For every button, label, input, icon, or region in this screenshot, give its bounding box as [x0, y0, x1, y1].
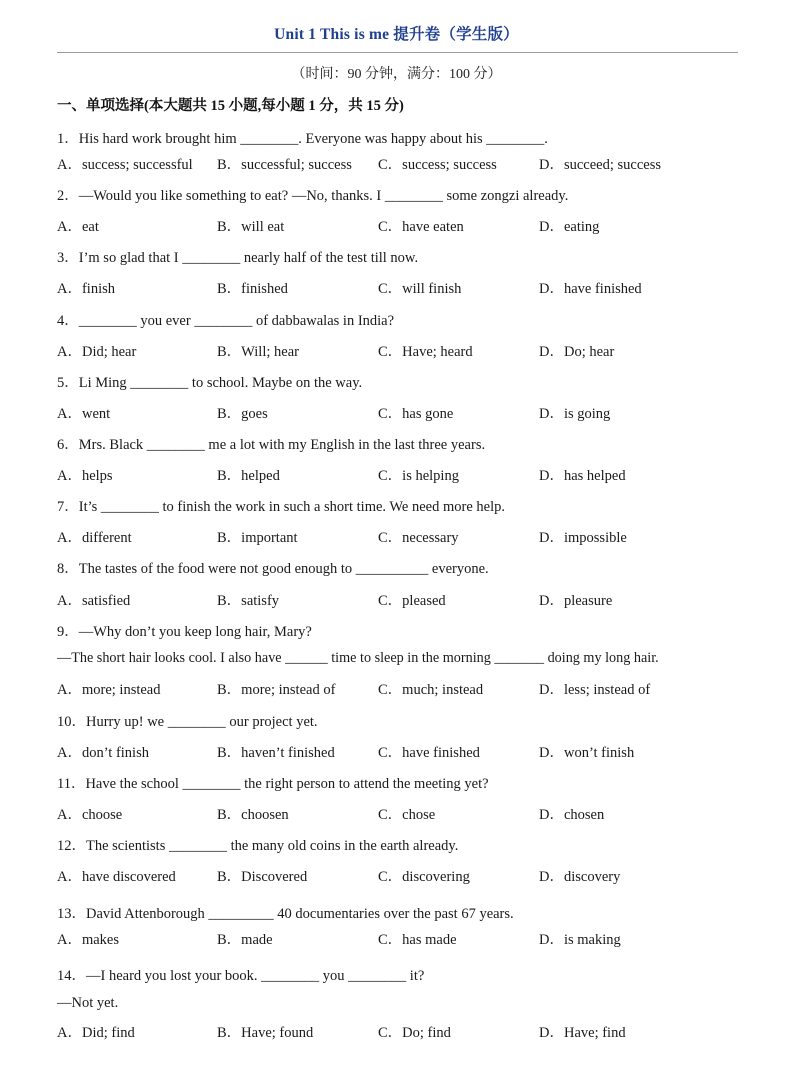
- option-b: B．satisfy: [217, 593, 280, 609]
- option-a: A．different: [57, 530, 132, 546]
- option-a: A．finish: [57, 281, 115, 297]
- option-c: C．success; success: [378, 157, 497, 173]
- option-b: B．haven’t finished: [217, 745, 335, 761]
- option-a: A．don’t finish: [57, 745, 149, 761]
- option-d: D．won’t finish: [539, 745, 635, 761]
- option-d: D．chosen: [539, 807, 605, 823]
- option-b: B．important: [217, 530, 298, 546]
- question-stem: 12．The scientists ________ the many old coins in the earth already.: [57, 838, 459, 854]
- option-c: C．has made: [378, 932, 457, 948]
- section-heading: 一、单项选择(本大题共 15 小题,每小题 1 分，共 15 分): [57, 98, 404, 114]
- option-c: C．pleased: [378, 593, 446, 609]
- option-c: C．Have; heard: [378, 344, 473, 360]
- option-c: C．much; instead: [378, 682, 484, 698]
- option-b: B．choosen: [217, 807, 289, 823]
- option-c: C．chose: [378, 807, 436, 823]
- option-b: B．Discovered: [217, 869, 308, 885]
- exam-time-info: （时间：90 分钟，满分：100 分）: [291, 67, 502, 82]
- question-stem: 4．________ you ever ________ of dabbawalas in India?: [57, 313, 395, 329]
- option-a: A．Did; hear: [57, 344, 137, 360]
- option-b: B．finished: [217, 281, 288, 297]
- option-a: A．Did; find: [57, 1025, 135, 1041]
- option-d: D．Do; hear: [539, 344, 615, 360]
- option-d: D．pleasure: [539, 593, 613, 609]
- question-stem: 5．Li Ming ________ to school. Maybe on the way.: [57, 375, 363, 391]
- option-d: D．eating: [539, 219, 600, 235]
- question-stem: 7．It’s ________ to finish the work in such a short time. We need more help.: [57, 499, 505, 515]
- option-d: D．is going: [539, 406, 611, 422]
- option-a: A．went: [57, 406, 111, 422]
- option-c: C．discovering: [378, 869, 470, 885]
- question-stem-continued: —Not yet.: [57, 995, 119, 1011]
- option-b: B．helped: [217, 468, 280, 484]
- question-stem: 14．—I heard you lost your book. ________ you ________ it?: [57, 968, 425, 984]
- header-divider: [57, 52, 738, 53]
- option-c: C．have finished: [378, 745, 480, 761]
- option-c: C．necessary: [378, 530, 459, 546]
- option-a: A．have discovered: [57, 869, 176, 885]
- option-a: A．helps: [57, 468, 113, 484]
- option-b: B．made: [217, 932, 273, 948]
- option-c: C．have eaten: [378, 219, 464, 235]
- question-stem-continued: —The short hair looks cool. I also have ______ time to sleep in the morning _______ doing my long hair.: [57, 650, 659, 666]
- option-d: D．less; instead of: [539, 682, 651, 698]
- question-stem: 6．Mrs. Black ________ me a lot with my English in the last three years.: [57, 437, 486, 453]
- question-stem: 1．His hard work brought him ________. Everyone was happy about his ________.: [57, 131, 548, 147]
- option-c: C．Do; find: [378, 1025, 451, 1041]
- option-d: D．is making: [539, 932, 621, 948]
- option-d: D．Have; find: [539, 1025, 626, 1041]
- question-stem: 10．Hurry up! we ________ our project yet.: [57, 714, 318, 730]
- option-c: C．will finish: [378, 281, 462, 297]
- option-b: B．successful; success: [217, 157, 352, 173]
- option-b: B．Will; hear: [217, 344, 299, 360]
- option-d: D．succeed; success: [539, 157, 661, 173]
- option-a: A．satisfied: [57, 593, 131, 609]
- page-title: Unit 1 This is me 提升卷（学生版）: [274, 26, 519, 43]
- option-d: D．impossible: [539, 530, 627, 546]
- option-a: A．choose: [57, 807, 123, 823]
- option-c: C．has gone: [378, 406, 454, 422]
- option-a: A．makes: [57, 932, 120, 948]
- option-d: D．discovery: [539, 869, 621, 885]
- question-stem: 9．—Why don’t you keep long hair, Mary?: [57, 624, 312, 640]
- question-stem: 11．Have the school ________ the right person to attend the meeting yet?: [57, 776, 489, 792]
- option-a: A．success; successful: [57, 157, 193, 173]
- option-d: D．have finished: [539, 281, 642, 297]
- question-stem: 8．The tastes of the food were not good enough to __________ everyone.: [57, 561, 489, 577]
- option-b: B．more; instead of: [217, 682, 336, 698]
- option-d: D．has helped: [539, 468, 626, 484]
- question-stem: 13．David Attenborough _________ 40 documentaries over the past 67 years.: [57, 906, 514, 922]
- question-stem: 3．I’m so glad that I ________ nearly half of the test till now.: [57, 250, 419, 266]
- option-a: A．eat: [57, 219, 99, 235]
- option-b: B．Have; found: [217, 1025, 314, 1041]
- option-a: A．more; instead: [57, 682, 161, 698]
- question-stem: 2．—Would you like something to eat? —No, thanks. I ________ some zongzi already.: [57, 188, 569, 204]
- option-b: B．goes: [217, 406, 268, 422]
- option-b: B．will eat: [217, 219, 285, 235]
- option-c: C．is helping: [378, 468, 459, 484]
